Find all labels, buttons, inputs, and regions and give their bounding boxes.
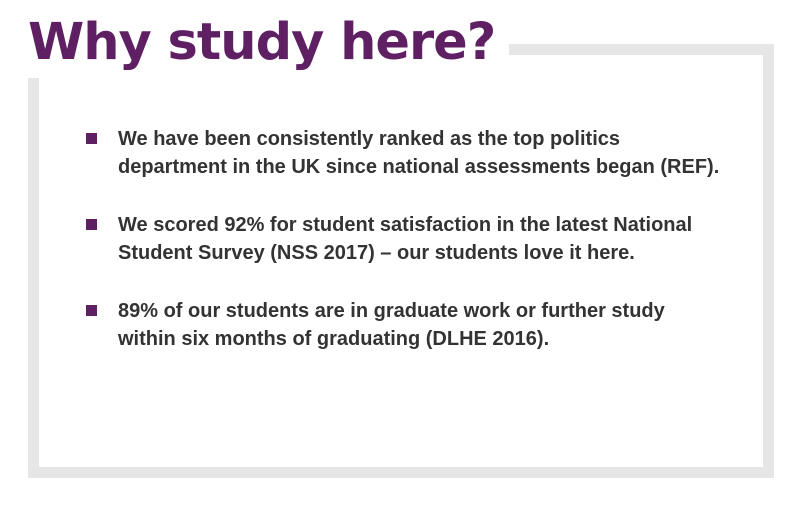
reasons-list bbox=[86, 125, 726, 383]
square-bullet-icon bbox=[86, 133, 97, 144]
list-item bbox=[86, 211, 726, 267]
page-title: Why study here? bbox=[28, 12, 496, 72]
title-container bbox=[14, 6, 509, 78]
list-item bbox=[86, 125, 726, 181]
list-item-text: We have been consistently ranked as the top politics department in the UK since national assessments began (REF). bbox=[118, 128, 720, 178]
square-bullet-icon bbox=[86, 305, 97, 316]
list-item-text: 89% of our students are in graduate work or further study within six months of graduating (DLHE 2016). bbox=[118, 300, 665, 350]
square-bullet-icon bbox=[86, 219, 97, 230]
list-item bbox=[86, 297, 726, 353]
list-item-text: We scored 92% for student satisfaction in the latest National Student Survey (NSS 2017) – our students love it here. bbox=[118, 214, 693, 264]
